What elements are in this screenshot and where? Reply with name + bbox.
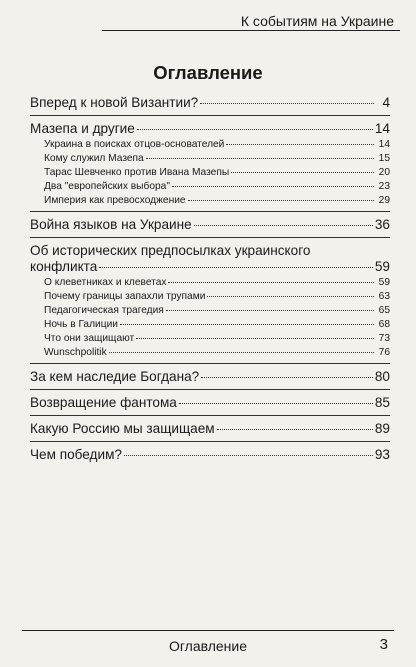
toc-entry[interactable] [30, 243, 390, 275]
toc-entry-page: 36 [374, 217, 390, 232]
entry-divider [30, 389, 390, 390]
running-header: К событиям на Украине [240, 13, 394, 29]
leader-dots [168, 282, 374, 283]
toc-subentry-page: 23 [378, 181, 390, 192]
toc-entry[interactable] [30, 395, 390, 411]
toc-entry-page: 89 [374, 421, 390, 436]
toc-entry-page: 80 [374, 369, 390, 384]
toc-subentry[interactable] [30, 304, 390, 317]
toc-subentry[interactable] [30, 138, 390, 151]
toc-subentry-label: Два "европейских выбора" [44, 181, 170, 192]
leader-dots [172, 186, 374, 187]
toc-subentry[interactable] [30, 152, 390, 165]
toc-subentry[interactable] [30, 276, 390, 289]
toc-entry-label: Война языков на Украине [30, 217, 192, 232]
toc-entry[interactable] [30, 447, 390, 463]
toc-entry[interactable] [30, 421, 390, 437]
toc-entry-page: 93 [374, 447, 390, 462]
toc-entry-label: Возвращение фантома [30, 395, 177, 410]
toc-subentry-page: 20 [378, 167, 390, 178]
toc-subentry[interactable] [30, 194, 390, 207]
toc-subentry-label: Почему границы запахли трупами [44, 291, 206, 302]
leader-dots [194, 225, 373, 226]
toc-subentry-page: 65 [378, 305, 390, 316]
toc-subentry-label: Что они защищают [44, 333, 135, 344]
leader-dots [231, 172, 374, 173]
toc-entry[interactable] [30, 369, 390, 385]
toc-subentry-page: 73 [378, 333, 390, 344]
entry-divider [30, 115, 390, 116]
toc-subentry-label: Кому служил Мазепа [44, 153, 144, 164]
toc-subentry-label: Wunschpolitik [44, 347, 107, 358]
toc-subentry-page: 15 [378, 153, 390, 164]
toc-subentry-page: 59 [378, 277, 390, 288]
toc-entry[interactable] [30, 217, 390, 233]
leader-dots [217, 429, 373, 430]
toc-subentry-label: Ночь в Галиции [44, 319, 118, 330]
toc-subentry[interactable] [30, 318, 390, 331]
toc-entry-page: 4 [382, 95, 390, 110]
leader-dots [179, 403, 373, 404]
toc-title: Оглавление [153, 62, 263, 83]
leader-dots [200, 103, 374, 104]
toc-subentry[interactable] [30, 290, 390, 303]
leader-dots [201, 377, 373, 378]
header-rule [102, 30, 400, 31]
toc-subentry-label: Украина в поисках отцов-основателей [44, 139, 225, 150]
toc-entry-label-line1: Об исторических предпосылках украинского [30, 243, 311, 258]
toc-entry-label: Мазепа и другие [30, 121, 135, 136]
toc-subentry-label: Империя как превосходжение [44, 195, 186, 206]
toc-subentry-label: О клеветниках и клеветах [44, 277, 167, 288]
toc-entry-label-line2: конфликта [30, 259, 98, 274]
toc-entry-page: 59 [374, 259, 390, 274]
entry-divider [30, 237, 390, 238]
entry-divider [30, 363, 390, 364]
toc-entry[interactable] [30, 95, 390, 111]
toc-subentry-label: Педагогическая трагедия [44, 305, 164, 316]
table-of-contents [30, 90, 390, 463]
toc-subentry[interactable] [30, 166, 390, 179]
leader-dots [136, 338, 374, 339]
leader-dots [166, 310, 374, 311]
toc-entry-label: Какую Россию мы защищаем [30, 421, 215, 436]
toc-subentry-label: Тарас Шевченко против Ивана Мазепы [44, 167, 230, 178]
toc-entry-label: Вперед к новой Византии? [30, 95, 199, 110]
leader-dots [188, 200, 374, 201]
toc-subentry-page: 76 [378, 347, 390, 358]
page-number: 3 [379, 636, 388, 653]
toc-subentry-page: 68 [378, 319, 390, 330]
leader-dots [137, 129, 373, 130]
running-footer: Оглавление [168, 638, 248, 654]
leader-dots [226, 144, 374, 145]
footer-rule [22, 630, 394, 631]
leader-dots [109, 352, 374, 353]
toc-entry[interactable] [30, 121, 390, 137]
leader-dots [146, 158, 374, 159]
leader-dots [99, 267, 373, 268]
toc-subentry[interactable] [30, 332, 390, 345]
toc-subentry[interactable] [30, 346, 390, 359]
entry-divider [30, 441, 390, 442]
toc-subentry-page: 29 [378, 195, 390, 206]
toc-subentry-page: 63 [378, 291, 390, 302]
toc-entry-label: Чем победим? [30, 447, 122, 462]
toc-entry-label: За кем наследие Богдана? [30, 369, 200, 384]
toc-subentry-page: 14 [378, 139, 390, 150]
leader-dots [120, 324, 374, 325]
toc-subentry[interactable] [30, 180, 390, 193]
leader-dots [207, 296, 374, 297]
toc-entry-page: 14 [374, 121, 390, 136]
leader-dots [124, 455, 373, 456]
entry-divider [30, 211, 390, 212]
entry-divider [30, 415, 390, 416]
toc-entry-page: 85 [374, 395, 390, 410]
